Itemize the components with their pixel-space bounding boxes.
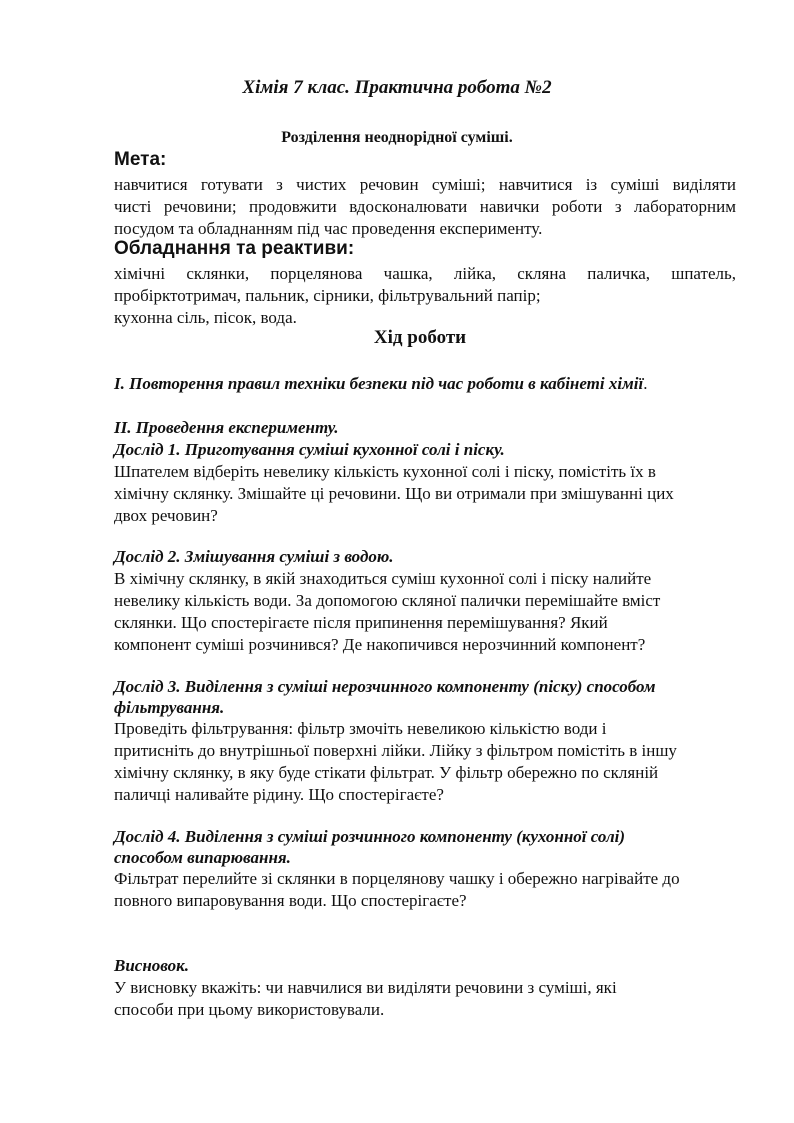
conclusion-text: У висновку вкажіть: чи навчилися ви виділяти речовини з суміші, які: [114, 978, 617, 997]
experiment-2-text: невелику кількість води. За допомогою скляної палички перемішайте вміст: [114, 591, 661, 610]
experiment-1-text: двох речовин?: [114, 506, 218, 525]
part2-title: II. Проведення експерименту.: [114, 418, 339, 437]
experiment-3-text: Проведіть фільтрування: фільтр змочіть невеликою кількістю води і: [114, 719, 607, 738]
experiment-2-text: склянки. Що спостерігаєте після припинення перемішування? Який: [114, 613, 608, 632]
procedure-heading: Хід роботи: [373, 327, 467, 348]
experiment-3-text: притисніть до внутрішньої поверхні лійки. Лійку з фільтром помістіть в іншу: [114, 741, 677, 760]
experiment-4-text: Фільтрат перелийте зі склянки в порцелянову чашку і обережно нагрівайте до: [114, 869, 680, 888]
goal-line: посудом та обладнанням під час проведення експерименту.: [114, 219, 543, 238]
conclusion-text: способи при цьому використовували.: [114, 1000, 385, 1019]
part1-title-tail: .: [643, 374, 648, 393]
equipment-line: пробірктотримач, пальник, сірники, фільтрувальний папір;: [114, 286, 541, 305]
equipment-heading: Обладнання та реактиви:: [114, 238, 355, 259]
experiment-1-text: Шпателем відберіть невелику кількість кухонної солі і піску, помістіть їх в: [114, 462, 656, 481]
page-subtitle: Розділення неоднорідної суміші.: [281, 129, 513, 146]
page-title: Хімія 7 клас. Практична робота №2: [242, 77, 552, 98]
experiment-3-title: Дослід 3. Виділення з суміші нерозчинного компоненту (піску) способом: [114, 677, 656, 696]
experiment-4-title: Дослід 4. Виділення з суміші розчинного компоненту (кухонної солі): [114, 827, 626, 846]
experiment-4-text: повного випаровування води. Що спостерігаєте?: [114, 891, 467, 910]
experiment-1-text: хімічну склянку. Змішайте ці речовини. Що ви отримали при змішуванні цих: [114, 484, 674, 503]
experiment-4-title: способом випарювання.: [114, 848, 291, 867]
experiment-2-text: В хімічну склянку, в якій знаходиться суміш кухонної солі і піску налийте: [114, 569, 652, 588]
goal-line: навчитися готувати з чистих речовин суміші; навчитися із суміші виділяти: [114, 175, 736, 194]
goal-line: чисті речовини; продовжити вдосконалювати навички роботи з лабораторним: [114, 197, 736, 216]
experiment-3-text: хімічну склянку, в яку буде стікати фільтрат. У фільтр обережно по скляній: [114, 763, 659, 782]
goal-heading: Мета:: [114, 149, 167, 170]
equipment-line: хімічні склянки, порцелянова чашка, лійка, скляна паличка, шпатель,: [114, 264, 736, 283]
experiment-1-title: Дослід 1. Приготування суміші кухонної солі і піску.: [114, 440, 505, 459]
part1-title-text: I. Повторення правил техніки безпеки під час роботи в кабінеті хімії: [114, 374, 644, 393]
experiment-3-text: паличці наливайте рідину. Що спостерігаєте?: [114, 785, 444, 804]
part1-title: [114, 373, 647, 395]
experiment-3-title: фільтрування.: [114, 698, 225, 717]
experiment-2-text: компонент суміші розчинився? Де накопичився нерозчинний компонент?: [114, 635, 646, 654]
conclusion-title: Висновок.: [114, 956, 190, 975]
equipment-line: кухонна сіль, пісок, вода.: [114, 308, 297, 327]
experiment-2-title: Дослід 2. Змішування суміші з водою.: [114, 547, 394, 566]
